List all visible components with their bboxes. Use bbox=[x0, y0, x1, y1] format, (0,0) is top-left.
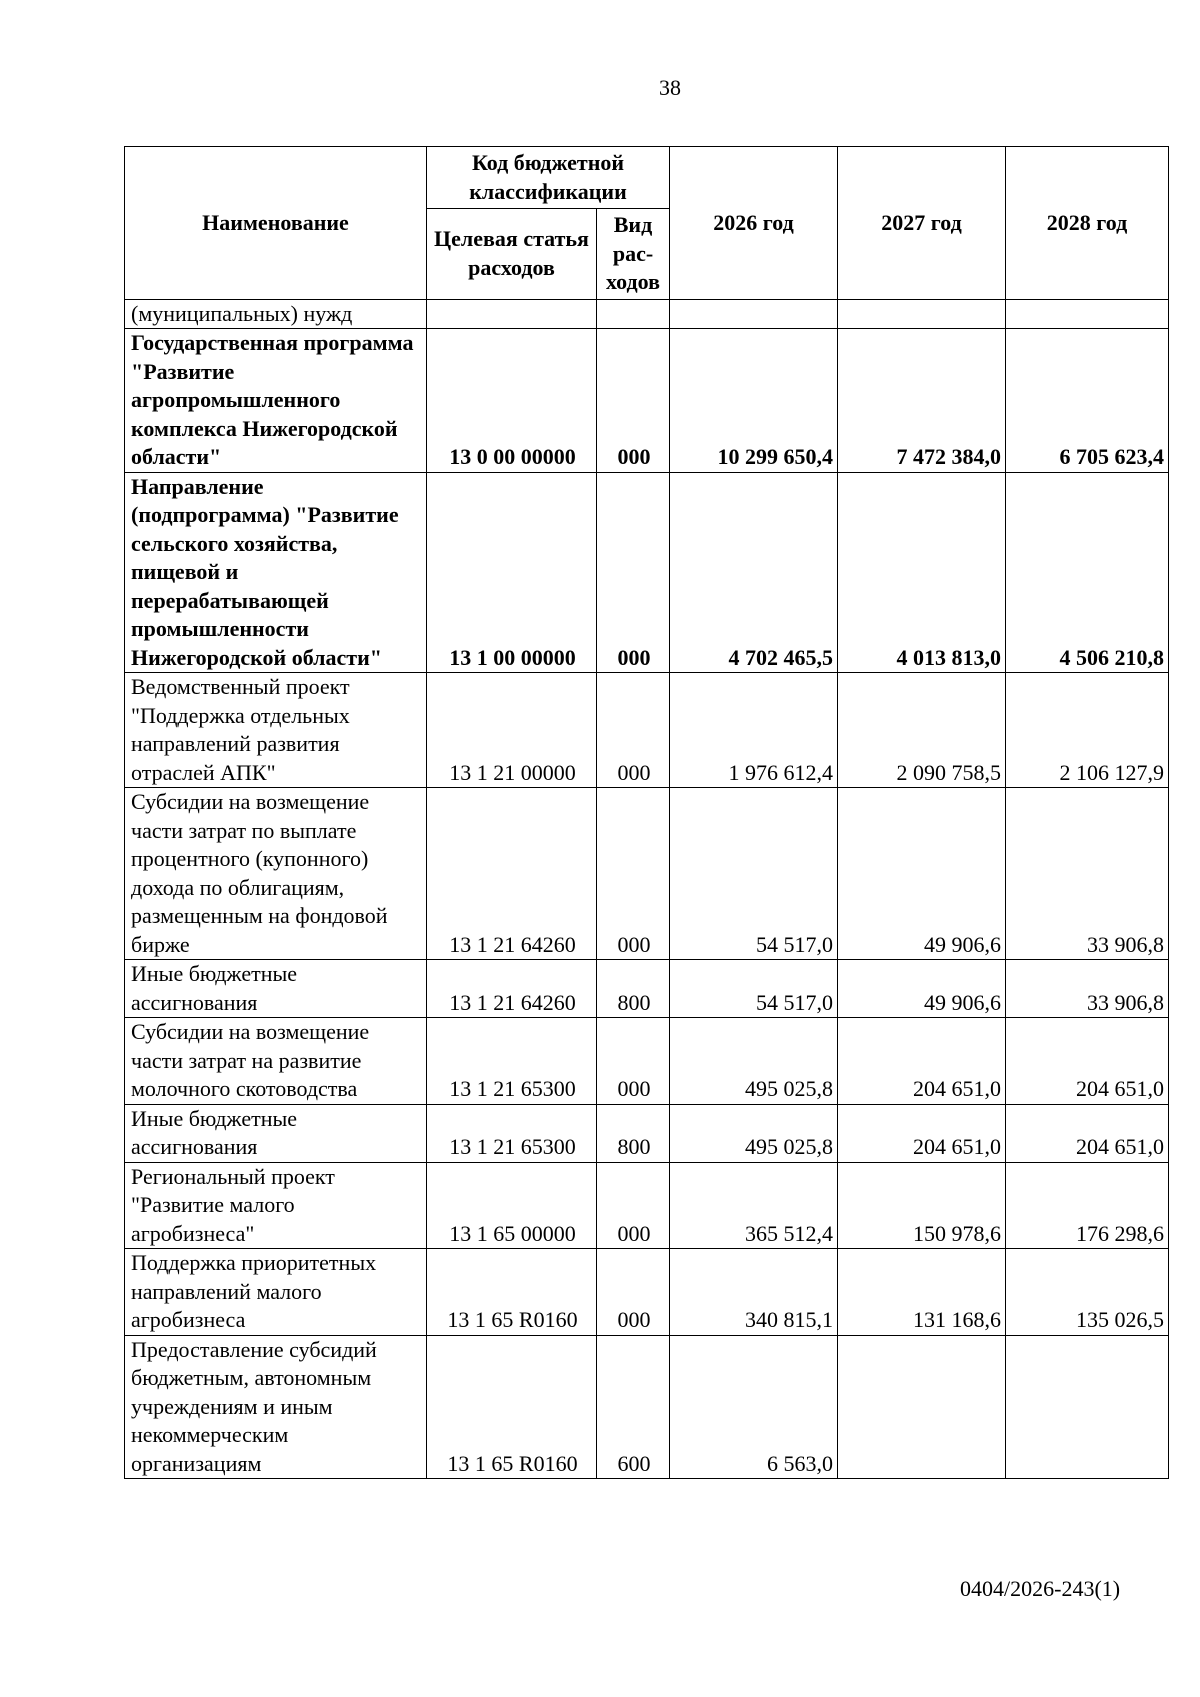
table-row bbox=[125, 1335, 1169, 1479]
cell-expense-kind: 000 bbox=[597, 673, 670, 788]
cell-2028 bbox=[1006, 299, 1169, 329]
budget-table bbox=[124, 146, 1169, 1479]
cell-name: Субсидии на возмещение части затрат на развитие молочного скотоводства bbox=[125, 1018, 427, 1105]
table-row bbox=[125, 329, 1169, 473]
header-budget-code: Код бюджетной классификации bbox=[427, 147, 670, 209]
cell-expense-kind: 000 bbox=[597, 1018, 670, 1105]
cell-2028: 176 298,6 bbox=[1006, 1162, 1169, 1249]
cell-name: Предоставление субсидий бюджетным, автономным учреждениям и иным некоммерческим организациям bbox=[125, 1335, 427, 1479]
cell-expense-kind: 600 bbox=[597, 1335, 670, 1479]
cell-name: Иные бюджетные ассигнования bbox=[125, 1104, 427, 1162]
table-row bbox=[125, 788, 1169, 960]
header-name: Наименование bbox=[125, 147, 427, 300]
cell-name: Ведомственный проект "Поддержка отдельных направлений развития отраслей АПК" bbox=[125, 673, 427, 788]
cell-2027: 2 090 758,5 bbox=[838, 673, 1006, 788]
cell-target-article: 13 1 21 64260 bbox=[427, 788, 597, 960]
cell-2026: 495 025,8 bbox=[670, 1104, 838, 1162]
cell-name: Субсидии на возмещение части затрат по выплате процентного (купонного) дохода по облигациям, размещенным на фондовой бирже bbox=[125, 788, 427, 960]
cell-2028: 6 705 623,4 bbox=[1006, 329, 1169, 473]
cell-2026: 365 512,4 bbox=[670, 1162, 838, 1249]
cell-expense-kind: 800 bbox=[597, 960, 670, 1018]
cell-2026: 4 702 465,5 bbox=[670, 472, 838, 673]
table-row bbox=[125, 960, 1169, 1018]
header-target-article: Целевая статья расходов bbox=[427, 209, 597, 300]
document-code: 0404/2026-243(1) bbox=[960, 1576, 1121, 1601]
cell-target-article: 13 1 00 00000 bbox=[427, 472, 597, 673]
cell-target-article: 13 1 21 65300 bbox=[427, 1018, 597, 1105]
cell-2027: 7 472 384,0 bbox=[838, 329, 1006, 473]
cell-name: Поддержка приоритетных направлений малого агробизнеса bbox=[125, 1249, 427, 1336]
cell-2026 bbox=[670, 299, 838, 329]
cell-2028: 33 906,8 bbox=[1006, 788, 1169, 960]
cell-expense-kind bbox=[597, 299, 670, 329]
page-number: 38 bbox=[659, 75, 681, 100]
cell-target-article: 13 1 21 64260 bbox=[427, 960, 597, 1018]
cell-target-article: 13 1 21 65300 bbox=[427, 1104, 597, 1162]
cell-2026: 340 815,1 bbox=[670, 1249, 838, 1336]
table-row bbox=[125, 1104, 1169, 1162]
cell-2027: 150 978,6 bbox=[838, 1162, 1006, 1249]
cell-2027: 49 906,6 bbox=[838, 788, 1006, 960]
cell-2027 bbox=[838, 299, 1006, 329]
cell-expense-kind: 800 bbox=[597, 1104, 670, 1162]
cell-2027 bbox=[838, 1335, 1006, 1479]
table-row bbox=[125, 673, 1169, 788]
cell-2027: 131 168,6 bbox=[838, 1249, 1006, 1336]
cell-name: Государственная программа "Развитие агропромышленного комплекса Нижегородской области" bbox=[125, 329, 427, 473]
table-row bbox=[125, 1162, 1169, 1249]
cell-expense-kind: 000 bbox=[597, 329, 670, 473]
header-year-2026: 2026 год bbox=[670, 147, 838, 300]
table-row bbox=[125, 1018, 1169, 1105]
cell-2028: 33 906,8 bbox=[1006, 960, 1169, 1018]
cell-2028: 204 651,0 bbox=[1006, 1018, 1169, 1105]
cell-name: Направление (подпрограмма) "Развитие сельского хозяйства, пищевой и перерабатывающей промышленности Нижегородской области" bbox=[125, 472, 427, 673]
cell-target-article: 13 1 65 R0160 bbox=[427, 1335, 597, 1479]
cell-2028: 2 106 127,9 bbox=[1006, 673, 1169, 788]
cell-2026: 6 563,0 bbox=[670, 1335, 838, 1479]
cell-2028 bbox=[1006, 1335, 1169, 1479]
cell-2026: 54 517,0 bbox=[670, 960, 838, 1018]
header-expense-kind: Вид рас-ходов bbox=[597, 209, 670, 300]
cell-expense-kind: 000 bbox=[597, 788, 670, 960]
cell-2026: 10 299 650,4 bbox=[670, 329, 838, 473]
table-row bbox=[125, 299, 1169, 329]
cell-expense-kind: 000 bbox=[597, 1249, 670, 1336]
cell-name: (муниципальных) нужд bbox=[125, 299, 427, 329]
cell-target-article: 13 0 00 00000 bbox=[427, 329, 597, 473]
header-year-2028: 2028 год bbox=[1006, 147, 1169, 300]
cell-2028: 4 506 210,8 bbox=[1006, 472, 1169, 673]
table-row bbox=[125, 472, 1169, 673]
cell-2027: 4 013 813,0 bbox=[838, 472, 1006, 673]
cell-2027: 204 651,0 bbox=[838, 1104, 1006, 1162]
cell-2027: 49 906,6 bbox=[838, 960, 1006, 1018]
header-year-2027: 2027 год bbox=[838, 147, 1006, 300]
cell-target-article: 13 1 65 R0160 bbox=[427, 1249, 597, 1336]
table-row bbox=[125, 1249, 1169, 1336]
cell-expense-kind: 000 bbox=[597, 472, 670, 673]
cell-2028: 204 651,0 bbox=[1006, 1104, 1169, 1162]
cell-2026: 54 517,0 bbox=[670, 788, 838, 960]
cell-2028: 135 026,5 bbox=[1006, 1249, 1169, 1336]
cell-2026: 1 976 612,4 bbox=[670, 673, 838, 788]
table-header bbox=[125, 147, 1169, 300]
table-body bbox=[125, 299, 1169, 1479]
cell-target-article: 13 1 65 00000 bbox=[427, 1162, 597, 1249]
cell-target-article bbox=[427, 299, 597, 329]
cell-target-article: 13 1 21 00000 bbox=[427, 673, 597, 788]
cell-expense-kind: 000 bbox=[597, 1162, 670, 1249]
cell-name: Иные бюджетные ассигнования bbox=[125, 960, 427, 1018]
cell-name: Региональный проект "Развитие малого агробизнеса" bbox=[125, 1162, 427, 1249]
cell-2026: 495 025,8 bbox=[670, 1018, 838, 1105]
cell-2027: 204 651,0 bbox=[838, 1018, 1006, 1105]
